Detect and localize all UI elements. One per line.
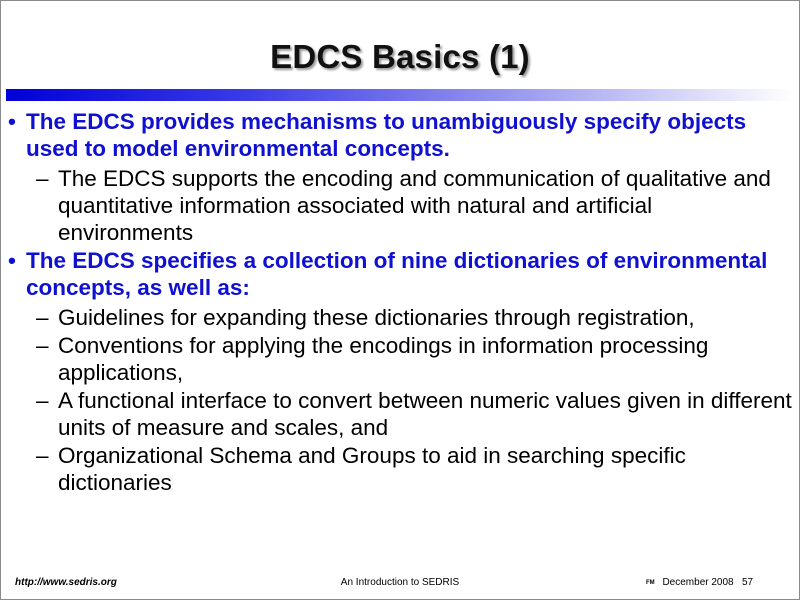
page-number: 57 bbox=[742, 577, 754, 588]
sub-bullet-2-4 bbox=[6, 442, 792, 496]
bullet-1 bbox=[6, 108, 792, 162]
slide-title: EDCS Basics (1) bbox=[270, 38, 530, 75]
bullet-2-text: The EDCS specifies a collection of nine dictionaries of environmental concepts, as well as: bbox=[26, 248, 768, 300]
sub-bullet-marker: – bbox=[36, 333, 49, 358]
bullet-2 bbox=[6, 247, 792, 301]
footer-title: An Introduction to SEDRIS bbox=[340, 577, 460, 588]
slide-content bbox=[6, 108, 792, 497]
footer-url[interactable]: http://www.sedris.org bbox=[15, 577, 117, 588]
sub-bullet-1-1 bbox=[6, 165, 792, 246]
sub-bullet-2-4-text: Organizational Schema and Groups to aid in searching specific dictionaries bbox=[58, 443, 686, 495]
footer-date-text: December 2008 bbox=[662, 577, 734, 588]
sub-bullet-2-3 bbox=[6, 387, 792, 441]
title-underline-bar bbox=[6, 89, 793, 101]
sub-bullet-marker: – bbox=[36, 305, 49, 330]
footer-date bbox=[646, 577, 734, 588]
sub-bullet-2-2-text: Conventions for applying the encodings in information processing applications, bbox=[58, 333, 709, 385]
sub-bullet-marker: – bbox=[36, 388, 49, 413]
sub-bullet-2-2 bbox=[6, 332, 792, 386]
bullet-1-text: The EDCS provides mechanisms to unambiguously specify objects used to model environmental concepts. bbox=[26, 109, 747, 161]
sub-bullet-marker: – bbox=[36, 443, 49, 468]
sub-bullet-1-1-text: The EDCS supports the encoding and communication of qualitative and quantitative information associated with natural and artificial environments bbox=[58, 166, 771, 245]
sub-bullet-2-3-text: A functional interface to convert between numeric values given in different units of measure and scales, and bbox=[58, 388, 792, 440]
bullet-marker: • bbox=[8, 248, 16, 273]
sub-bullet-2-1-text: Guidelines for expanding these dictionaries through registration, bbox=[58, 305, 695, 330]
sub-bullet-2-1 bbox=[6, 304, 792, 331]
sub-bullet-marker: – bbox=[36, 166, 49, 191]
bullet-marker: • bbox=[8, 109, 16, 134]
trademark-mark: FM bbox=[646, 580, 655, 586]
